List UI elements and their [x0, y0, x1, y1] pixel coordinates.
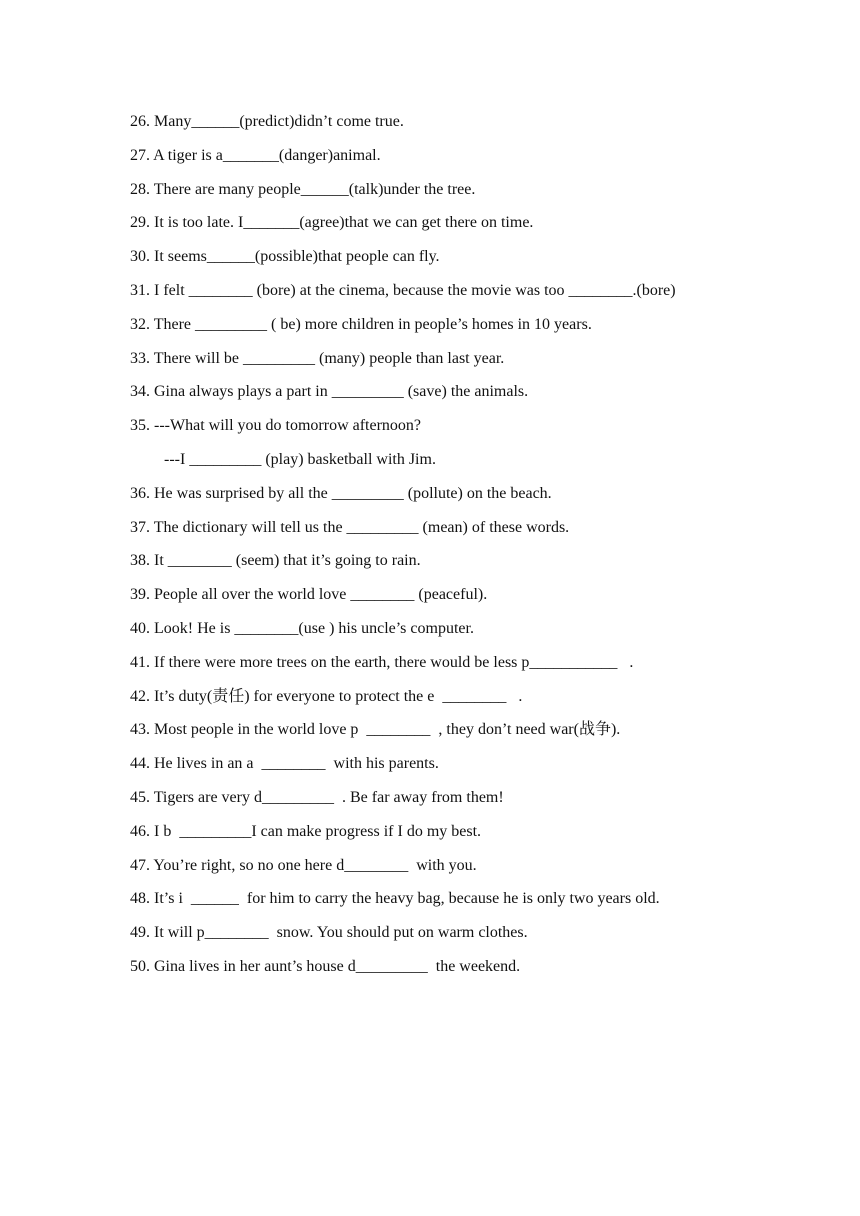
- question-47: 47. You’re right, so no one here d________ with you.: [130, 856, 477, 874]
- question-48: 48. It’s i ______ for him to carry the heavy bag, because he is only two years old.: [130, 890, 660, 908]
- question-39: 39. People all over the world love ________ (peaceful).: [130, 586, 488, 604]
- question-35: 35. ---What will you do tomorrow afternoon?: [130, 417, 422, 435]
- question-41: 41. If there were more trees on the earth, there would be less p___________ .: [130, 653, 634, 671]
- question-30: 30. It seems______(possible)that people can fly.: [130, 248, 440, 266]
- question-34: 34. Gina always plays a part in _________ (save) the animals.: [130, 383, 529, 401]
- question-27: 27. A tiger is a_______(danger)animal.: [130, 146, 381, 164]
- question-list: [130, 108, 830, 987]
- question-45: 45. Tigers are very d_________ . Be far away from them!: [130, 788, 504, 806]
- question-44: 44. He lives in an a ________ with his parents.: [130, 755, 439, 773]
- question-36: 36. He was surprised by all the _________ (pollute) on the beach.: [130, 484, 552, 502]
- question-29: 29. It is too late. I_______(agree)that we can get there on time.: [130, 214, 534, 232]
- question-32: 32. There _________ ( be) more children in people’s homes in 10 years.: [130, 315, 592, 333]
- question-40: 40. Look! He is ________(use ) his uncle’s computer.: [130, 619, 474, 637]
- question-42: 42. It’s duty(责任) for everyone to protect the e ________ .: [130, 687, 523, 705]
- question-43: 43. Most people in the world love p ________ , they don’t need war(战争).: [130, 721, 621, 739]
- question-50: 50. Gina lives in her aunt’s house d_________ the weekend.: [130, 957, 521, 975]
- question-33: 33. There will be _________ (many) people than last year.: [130, 349, 505, 367]
- question-26: 26. Many______(predict)didn’t come true.: [130, 113, 404, 130]
- question-31: 31. I felt ________ (bore) at the cinema, because the movie was too ________.(bore): [130, 281, 676, 299]
- question-46: 46. I b _________I can make progress if I do my best.: [130, 822, 482, 840]
- question-38: 38. It ________ (seem) that it’s going to rain.: [130, 552, 421, 570]
- question-28: 28. There are many people______(talk)under the tree.: [130, 180, 476, 198]
- question-49: 49. It will p________ snow. You should put on warm clothes.: [130, 924, 528, 942]
- question-37: 37. The dictionary will tell us the _________ (mean) of these words.: [130, 518, 570, 536]
- question-35-answer-line: ---I _________ (play) basketball with Jim.: [164, 450, 436, 468]
